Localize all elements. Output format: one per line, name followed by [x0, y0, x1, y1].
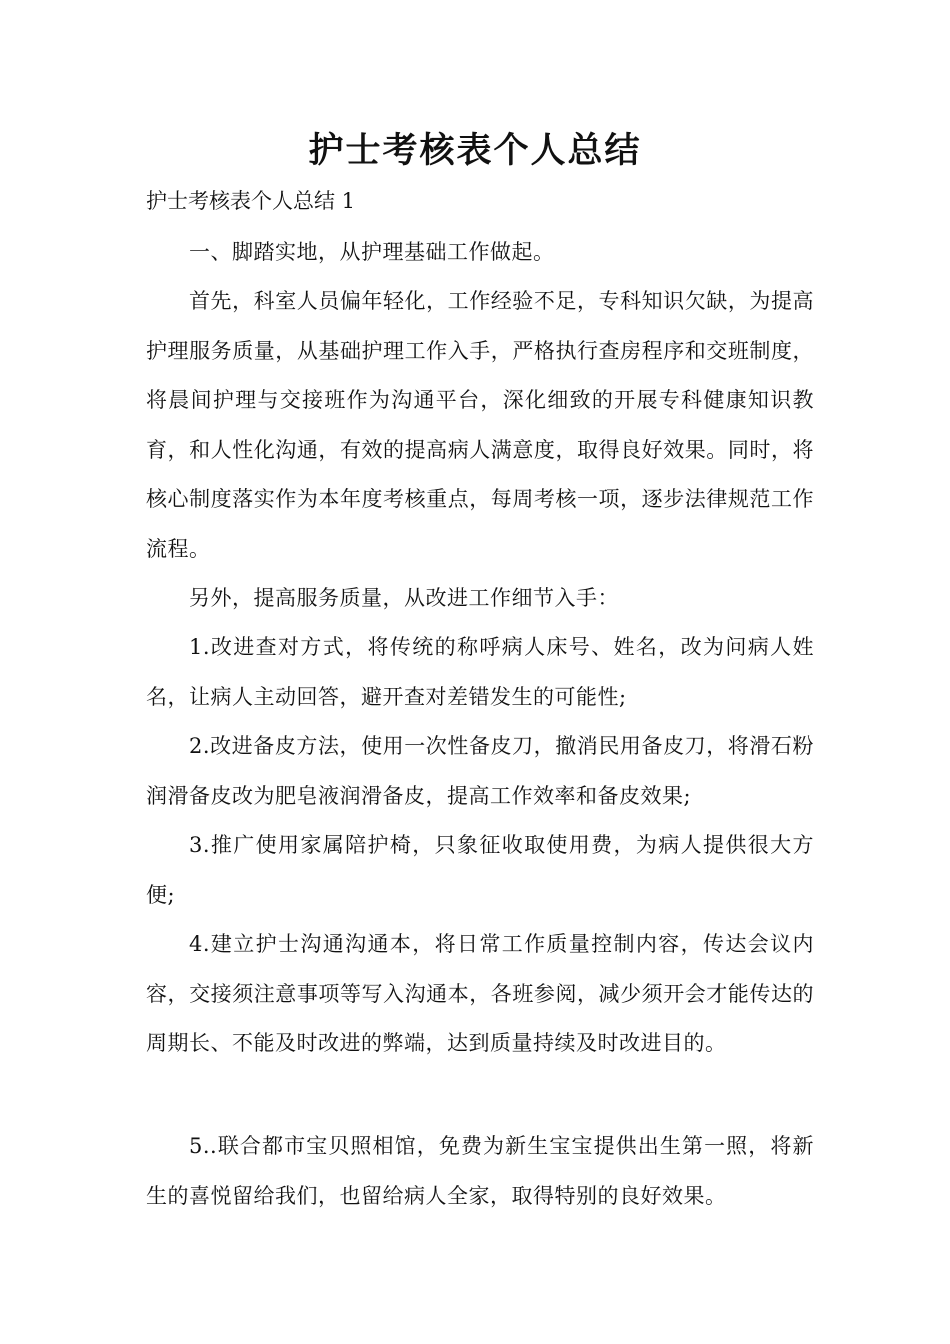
list-item-3: 3.推广使用家属陪护椅，只象征收取使用费，为病人提供很大方便; — [146, 833, 814, 907]
paragraph-body-2: 另外，提高服务质量，从改进工作细节入手： — [189, 586, 619, 610]
list-item-4: 4.建立护士沟通沟通本，将日常工作质量控制内容，传达会议内容，交接须注意事项等写入沟通本，各班参阅，减少须开会才能传达的周期长、不能及时改进的弊端，达到质量持续及时改进目的。 — [146, 932, 814, 1055]
document-subtitle: 护士考核表个人总结 1 — [146, 189, 356, 213]
list-item-2: 2.改进备皮方法，使用一次性备皮刀，撤消民用备皮刀，将滑石粉润滑备皮改为肥皂液润滑备皮，提高工作效率和备皮效果; — [146, 734, 814, 808]
paragraph-heading-1: 一、脚踏实地，从护理基础工作做起。 — [189, 240, 555, 264]
list-item-5: 5..联合都市宝贝照相馆，免费为新生宝宝提供出生第一照，将新生的喜悦留给我们，也留给病人全家，取得特别的良好效果。 — [146, 1134, 814, 1208]
list-item-1: 1.改进查对方式，将传统的称呼病人床号、姓名，改为问病人姓名，让病人主动回答，避开查对差错发生的可能性; — [146, 635, 814, 709]
document-title: 护士考核表个人总结 — [308, 131, 642, 171]
paragraph-body-1: 首先，科室人员偏年轻化，工作经验不足，专科知识欠缺，为提高护理服务质量，从基础护理工作入手，严格执行查房程序和交班制度，将晨间护理与交接班作为沟通平台，深化细致的开展专科健康知识教育，和人性化沟通，有效的提高病人满意度，取得良好效果。同时，将核心制度落实作为本年度考核重点，每周考核一项，逐步法律规范工作流程。 — [146, 289, 814, 561]
